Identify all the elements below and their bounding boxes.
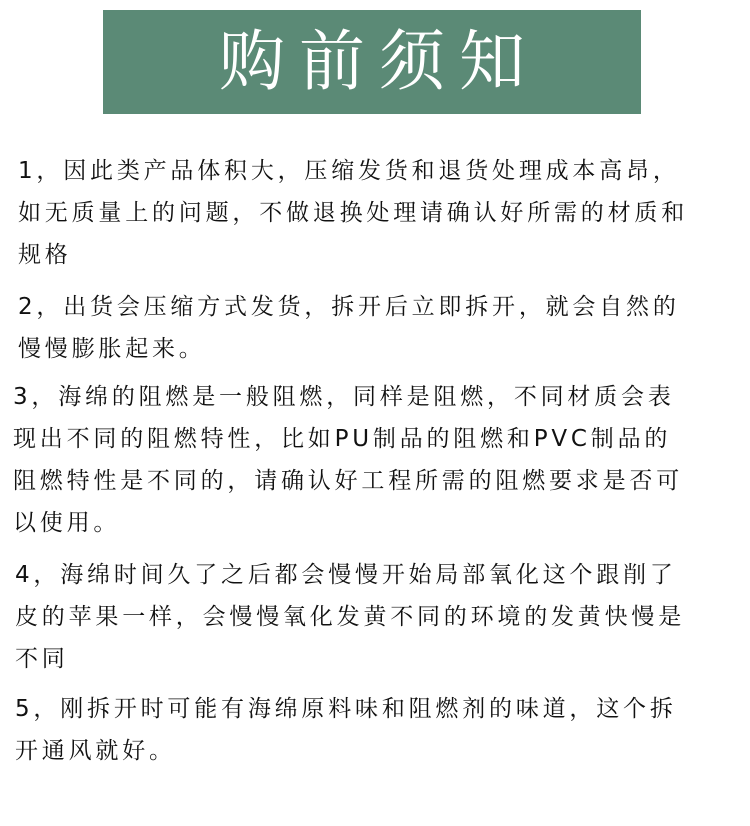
notice-line: 不同 bbox=[15, 646, 69, 672]
notice-item-2 bbox=[18, 286, 750, 370]
notice-line: 以使用。 bbox=[13, 510, 121, 536]
notice-line: 4，海绵时间久了之后都会慢慢开始局部氧化这个跟削了 bbox=[15, 562, 677, 588]
notice-line: 开通风就好。 bbox=[15, 738, 176, 764]
notice-item-5 bbox=[15, 688, 750, 772]
notice-line: 慢慢膨胀起来。 bbox=[18, 336, 206, 362]
notice-item-3 bbox=[13, 376, 750, 544]
notice-item-4 bbox=[15, 554, 750, 680]
notice-line: 如无质量上的问题，不做退换处理请确认好所需的材质和 bbox=[18, 200, 688, 226]
notice-item-1 bbox=[18, 150, 750, 276]
notice-line: 5，刚拆开时可能有海绵原料味和阻燃剂的味道，这个拆 bbox=[15, 696, 677, 722]
title-banner bbox=[103, 10, 641, 114]
notice-line: 阻燃特性是不同的，请确认好工程所需的阻燃要求是否可 bbox=[13, 468, 683, 494]
notice-line: 1，因此类产品体积大，压缩发货和退货处理成本高昂， bbox=[18, 158, 680, 184]
notice-line: 3，海绵的阻燃是一般阻燃，同样是阻燃，不同材质会表 bbox=[13, 384, 675, 410]
notice-line: 规格 bbox=[18, 242, 72, 268]
page-title: 购前须知 bbox=[219, 23, 539, 100]
notice-line: 2，出货会压缩方式发货，拆开后立即拆开，就会自然的 bbox=[18, 294, 680, 320]
notice-line: 现出不同的阻燃特性，比如PU制品的阻燃和PVC制品的 bbox=[13, 426, 672, 452]
notice-line: 皮的苹果一样，会慢慢氧化发黄不同的环境的发黄快慢是 bbox=[15, 604, 685, 630]
